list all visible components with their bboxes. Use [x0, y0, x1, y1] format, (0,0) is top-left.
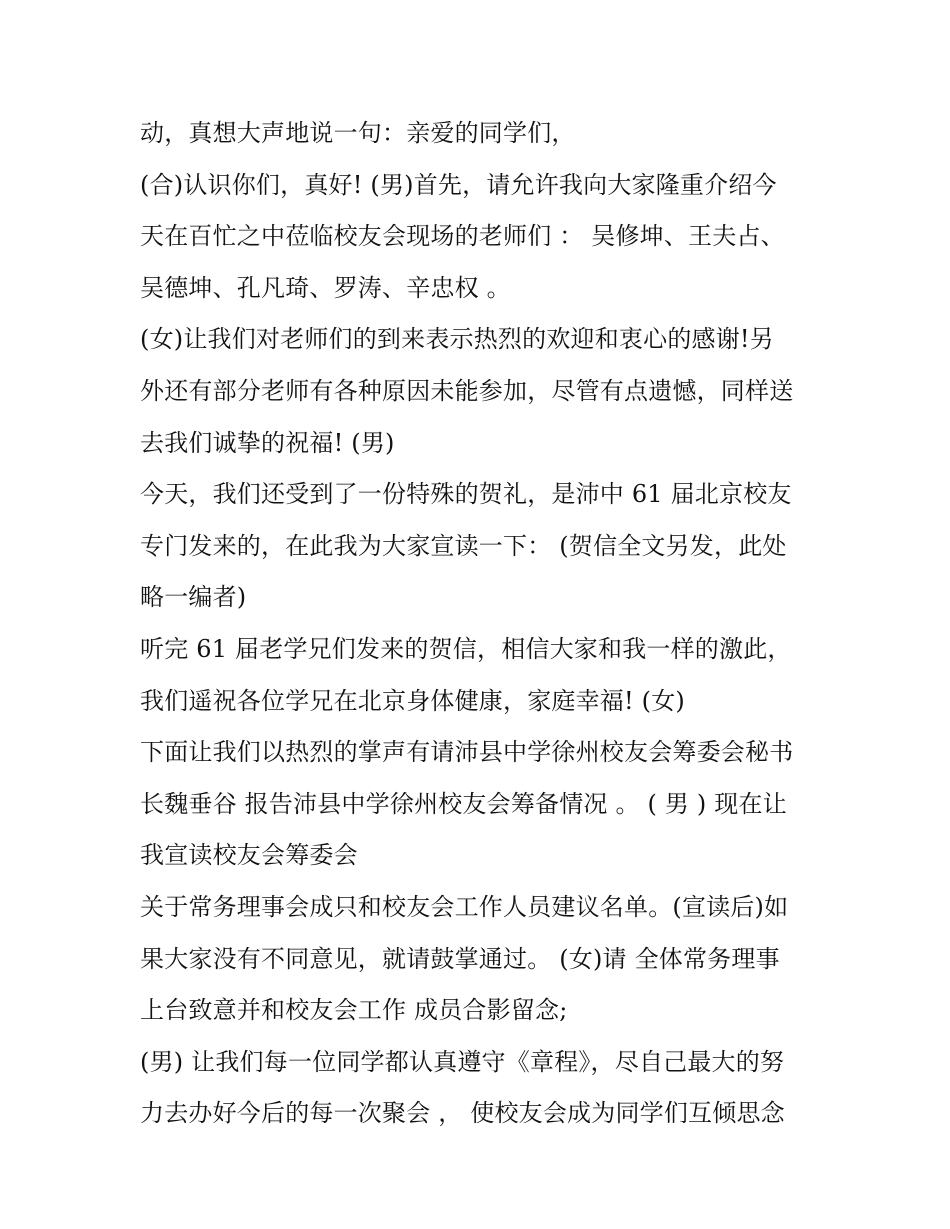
text-line: 下面让我们以热烈的掌声有请沛县中学徐州校友会筹委会秘书 — [140, 738, 794, 767]
text-line: (男) 让我们每一位同学都认真遵守《章程》，尽自己最大的努 — [140, 1047, 785, 1076]
text-line: 长魏垂谷 报告沛县中学徐州校友会筹备情况 。 ( 男 ) 现在让 — [140, 789, 787, 818]
text-line: (女)让我们对老师们的到来表示热烈的欢迎和衷心的感谢!另 — [140, 325, 774, 354]
text-line: 专门发来的，在此我为大家宣读一下： (贺信全文另发，此处 — [140, 531, 787, 560]
text-line: 我宣读校友会筹委会 — [140, 841, 358, 870]
text-line: (合)认识你们，真好! (男)首先，请允许我向大家隆重介绍今 — [140, 170, 777, 199]
text-line: 外还有部分老师有各种原因未能参加，尽管有点遗憾，同样送 — [140, 376, 794, 405]
text-line: 吴德坤、孔凡琦、罗涛、辛忠权 。 — [140, 273, 511, 302]
text-line: 力去办好今后的每一次聚会 ， 使校友会成为同学们互倾思念 — [140, 1099, 785, 1128]
text-line: 听完 61 届老学兄们发来的贺信，相信大家和我一样的激此， — [140, 634, 792, 663]
text-line: 今天，我们还受到了一份特殊的贺礼，是沛中 61 届北京校友 — [140, 480, 792, 509]
text-line: 去我们诚挚的祝福! (男) — [140, 428, 395, 457]
text-line: 上台致意并和校友会工作 成员合影留念; — [140, 996, 568, 1025]
text-line: 我们遥祝各位学兄在北京身体健康，家庭幸福! (女) — [140, 686, 685, 715]
text-line: 果大家没有不同意见，就请鼓掌通过。 (女)请 全体常务理事 — [140, 944, 780, 973]
text-line: 关于常务理事会成只和校友会工作人员建议名单。(宣读后)如 — [140, 892, 789, 921]
text-line: 天在百忙之中莅临校友会现场的老师们 ： 吴修坤、王夫占、 — [140, 222, 785, 251]
text-line: 动，真想大声地说一句：亲爱的同学们， — [140, 119, 576, 147]
text-line: 略一编者) — [140, 583, 247, 612]
document-body — [140, 108, 820, 1140]
